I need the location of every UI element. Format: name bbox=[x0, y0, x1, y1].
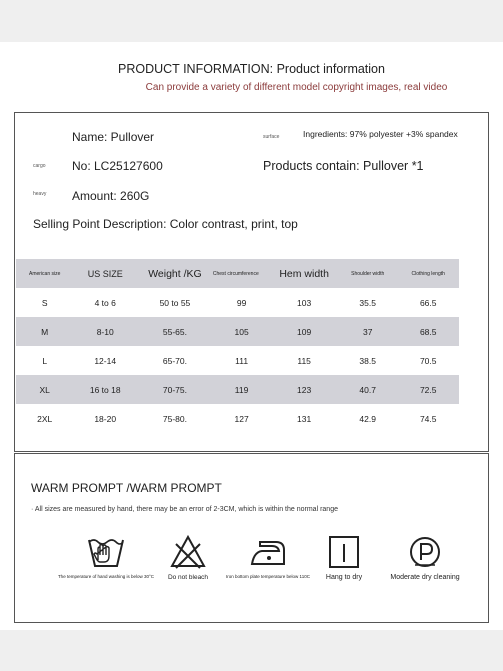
table-row bbox=[16, 375, 459, 404]
hand-wash-icon bbox=[86, 534, 126, 570]
size-table-header-row bbox=[16, 259, 459, 288]
header-american-size: American size bbox=[16, 259, 73, 288]
cell: 75-80. bbox=[162, 413, 187, 424]
warm-prompt-panel bbox=[14, 453, 489, 623]
care-item-iron bbox=[213, 534, 323, 579]
cell: 37 bbox=[338, 317, 397, 346]
product-amount: Amount: 260G bbox=[72, 189, 150, 203]
no-bleach-label: Do not bleach bbox=[167, 574, 209, 581]
page-subtitle: Can provide a variety of different model copyright images, real video bbox=[145, 82, 448, 93]
cell: 40.7 bbox=[338, 375, 397, 404]
header-us-size: US SIZE bbox=[73, 259, 137, 288]
heavy-label: heavy bbox=[33, 191, 47, 197]
cell: 109 bbox=[270, 317, 338, 346]
cell: 16 to 18 bbox=[73, 375, 137, 404]
cell: 50 to 55 bbox=[159, 297, 191, 308]
cell: S bbox=[41, 297, 48, 308]
selling-point: Selling Point Description: Color contrast, print, top bbox=[33, 217, 298, 231]
cell: L bbox=[42, 355, 48, 366]
cell: 8-10 bbox=[73, 317, 137, 346]
cell: 111 bbox=[235, 355, 249, 366]
cell: 38.5 bbox=[359, 355, 376, 366]
cell: 74.5 bbox=[419, 413, 437, 424]
do-not-bleach-icon bbox=[169, 534, 207, 570]
cell: 65-70. bbox=[162, 355, 187, 366]
cell: 70-75. bbox=[137, 375, 213, 404]
products-contain: Products contain: Pullover *1 bbox=[263, 159, 424, 173]
table-row bbox=[16, 288, 459, 317]
size-table bbox=[16, 259, 459, 433]
cell: 18-20 bbox=[94, 413, 117, 424]
hang-to-dry-icon bbox=[327, 534, 361, 570]
page-title: PRODUCT INFORMATION: Product information bbox=[118, 62, 385, 76]
product-number: No: LC25127600 bbox=[72, 159, 163, 173]
dry-clean-label: Moderate dry cleaning bbox=[390, 574, 460, 581]
care-item-hand-wash bbox=[51, 534, 161, 579]
cell: 42.9 bbox=[359, 413, 376, 424]
cell: 55-65. bbox=[137, 317, 213, 346]
cell: 68.5 bbox=[397, 317, 459, 346]
header-clothing-length: Clothing length bbox=[397, 259, 459, 288]
hand-wash-label: The temperature of hand washing is below 30°C bbox=[57, 574, 155, 579]
header-shoulder-width: Shoulder width bbox=[338, 259, 397, 288]
cell: 103 bbox=[297, 297, 312, 308]
cell: XL bbox=[16, 375, 73, 404]
dry-clean-icon bbox=[407, 534, 443, 570]
table-row bbox=[16, 404, 459, 433]
hang-dry-label: Hang to dry bbox=[325, 574, 363, 581]
cell: 105 bbox=[213, 317, 270, 346]
cell: 2XL bbox=[37, 413, 53, 424]
care-item-dry-clean bbox=[375, 534, 475, 581]
cell: 70.5 bbox=[419, 355, 437, 366]
cell: 35.5 bbox=[359, 297, 376, 308]
cargo-label: cargo bbox=[33, 163, 46, 169]
warm-prompt-title: WARM PROMPT /WARM PROMPT bbox=[31, 481, 222, 495]
cell: 66.5 bbox=[419, 297, 437, 308]
table-row bbox=[16, 317, 459, 346]
table-row bbox=[16, 346, 459, 375]
iron-label: Iron bottom plate temperature below 110C bbox=[226, 574, 310, 579]
measurement-note: · All sizes are measured by hand, there may be an error of 2-3CM, which is within the normal range bbox=[31, 506, 338, 513]
cell: 119 bbox=[213, 375, 270, 404]
iron-icon bbox=[248, 534, 288, 570]
cell: 72.5 bbox=[397, 375, 459, 404]
cell: 99 bbox=[236, 297, 247, 308]
cell: 127 bbox=[234, 413, 249, 424]
product-sheet bbox=[0, 42, 503, 630]
ingredients: Ingredients: 97% polyester +3% spandex bbox=[303, 129, 458, 139]
surface-label: surface bbox=[263, 134, 280, 140]
cell: 131 bbox=[297, 413, 312, 424]
cell: 4 to 6 bbox=[94, 297, 116, 308]
cell: 123 bbox=[270, 375, 338, 404]
header-weight: Weight /KG bbox=[137, 259, 213, 288]
header-hem-width: Hem width bbox=[270, 259, 338, 288]
care-item-hang-dry bbox=[315, 534, 373, 581]
header-chest: Chest circumference bbox=[213, 259, 270, 288]
cell: M bbox=[16, 317, 73, 346]
cell: 12-14 bbox=[94, 355, 117, 366]
product-name: Name: Pullover bbox=[72, 130, 155, 144]
cell: 115 bbox=[297, 355, 311, 366]
